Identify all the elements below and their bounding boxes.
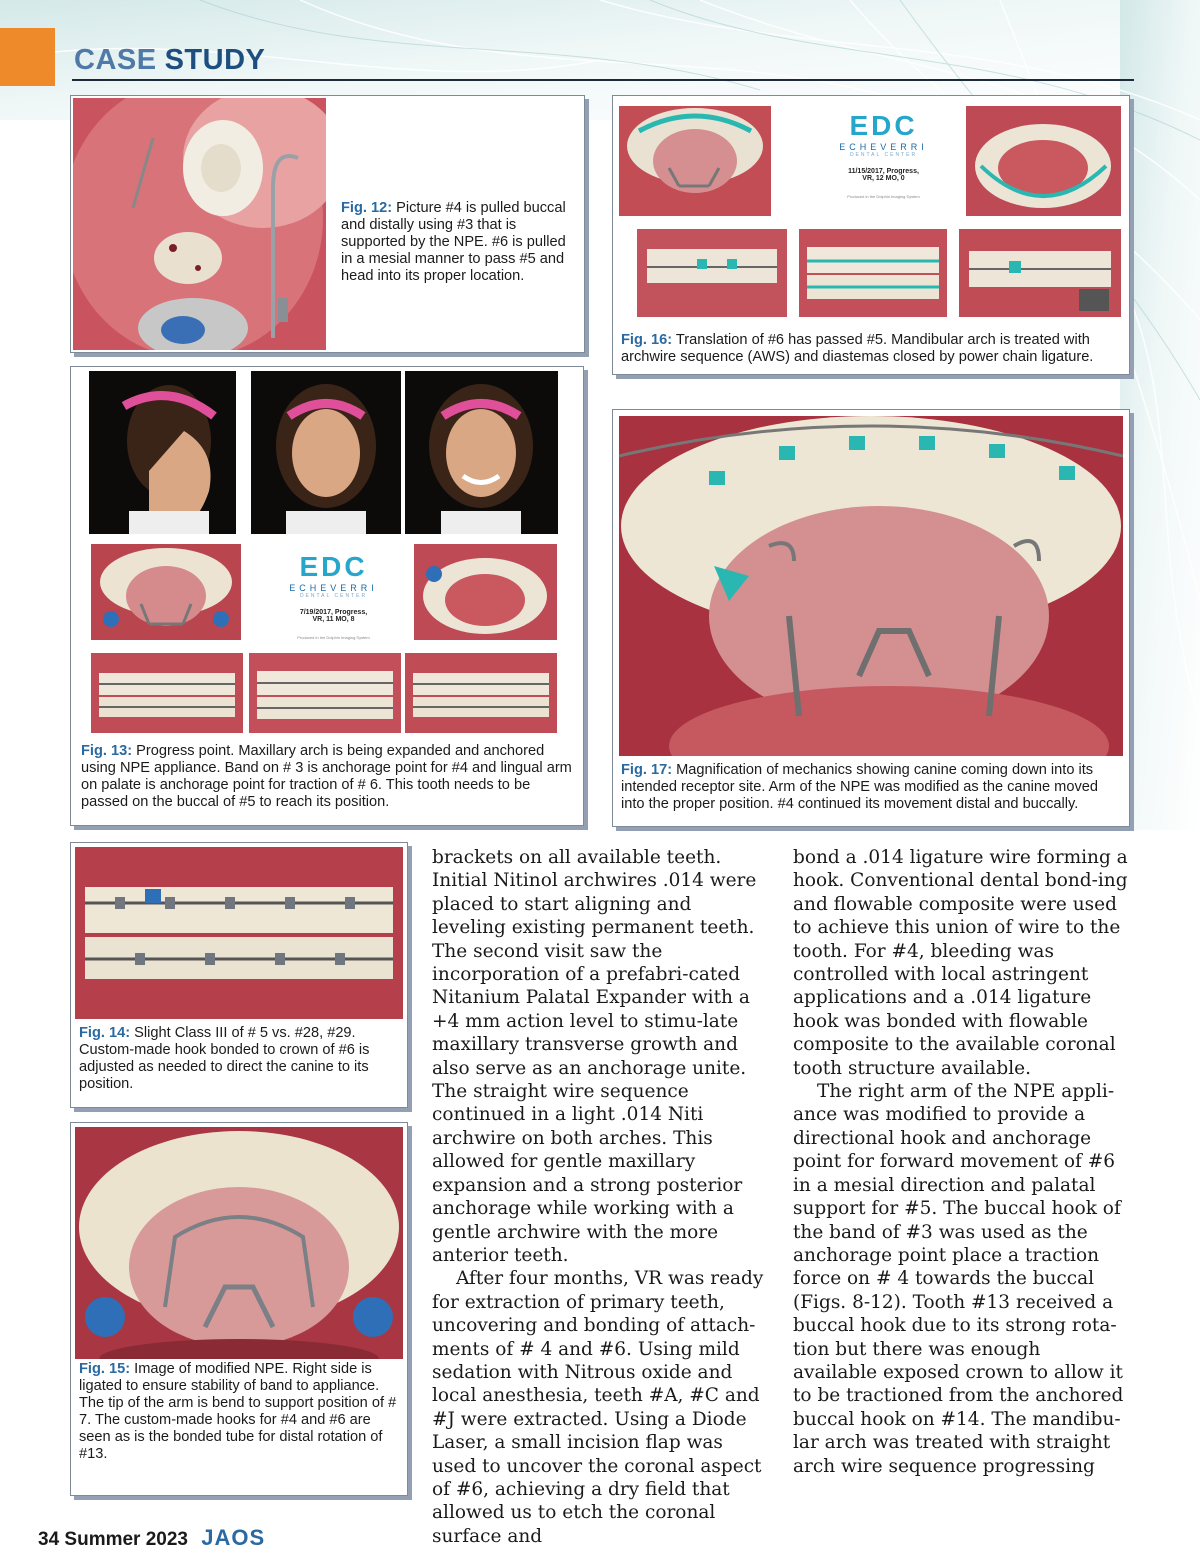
page-footer	[38, 1525, 265, 1551]
figure-16-label: Fig. 16:	[621, 332, 673, 348]
figure-12-photo	[73, 98, 326, 350]
figure-14-caption	[79, 1025, 399, 1093]
figure-16	[612, 95, 1130, 375]
figure-17-text: Magnification of mechanics showing canine coming down into its intended receptor site. Arm of the NPE was modified as the canine moved into the proper position. #4 continued its movement distal and buccally.	[621, 762, 1098, 812]
figure-17	[612, 409, 1130, 827]
figure-13-photo-front	[249, 653, 401, 733]
figure-12-caption	[341, 200, 573, 285]
figure-15-label: Fig. 15:	[79, 1361, 131, 1377]
section-title	[74, 44, 265, 77]
figure-16-text: Translation of #6 has passed #5. Mandibular arch is treated with archwire sequence (AWS) and diastemas closed by power chain ligature.	[621, 332, 1094, 365]
issue-date: Summer 2023	[64, 1529, 188, 1550]
figure-15	[70, 1122, 408, 1496]
figure-17-photo	[619, 416, 1123, 756]
figure-17-caption	[621, 762, 1121, 813]
figure-13-photo-right	[91, 653, 243, 733]
edc-logo-fig13	[256, 551, 411, 640]
figure-16-caption	[621, 332, 1121, 366]
edc-date: 11/15/2017, Progress,	[848, 168, 919, 175]
edc-date: 7/19/2017, Progress,	[299, 609, 368, 616]
figure-14	[70, 842, 408, 1108]
body-column-1	[432, 846, 768, 1548]
edc-name: ECHEVERRI	[839, 142, 928, 152]
body-column-2	[793, 846, 1129, 1478]
figure-14-photo	[75, 847, 403, 1019]
figure-13-photo-profile	[89, 371, 236, 534]
body-paragraph: The right arm of the NPE appli-ance was modified to provide a directional hook and anchorage point for forward movement of #6 in a mesial direction and palatal support for #5. The buccal hook of the band of #3 was used as the anchorage point place a traction force on # 4 towards the buccal (Figs. 8-12). Tooth #13 received a buccal hook due to its strong rota-tion but there was enough available exposed crown to allow it to be tractioned from the anchored buccal hook on #14. The mandibu-lar arch was treated with straight arch wire sequence progressing	[793, 1081, 1124, 1477]
edc-patient: VR, 11 MO, 8	[312, 616, 355, 623]
edc-logo-fig16	[801, 110, 966, 199]
body-paragraph: After four months, VR was ready for extraction of primary teeth, uncovering and bonding of attach-ments of # 4 and #6. Using mild sedation with Nitrous oxide and local anesthesia, teeth #A, #C and #J were extracted. Using a Diode Laser, a small incision flap was used to uncover the coronal aspect of #6, achieving a dry field that allowed us to etch the coronal surface and	[432, 1268, 764, 1547]
intraoral-photo-fig12	[73, 98, 326, 350]
figure-13-photo-smile	[405, 371, 558, 534]
body-paragraph: brackets on all available teeth. Initial Nitinol archwires .014 were placed to start aligning and leveling existing permanent teeth. The second visit saw the incorporation of a prefabri-cated Nitanium Palatal Expander with a +4 mm action level to stimu-late maxillary transverse growth and also serve as an anchorage unite. The straight wire sequence continued in a light .014 Niti archwire on both arches. This allowed for gentle maxillary expansion and a strong posterior anchorage while working with a gentle archwire with the more anterior teeth.	[432, 847, 757, 1266]
edc-sub: DENTAL CENTER	[299, 593, 368, 599]
figure-16-photo-left	[959, 229, 1121, 317]
figure-15-caption	[79, 1361, 401, 1463]
figure-13-photo-frontal	[251, 371, 401, 534]
edc-logo-text: EDC	[299, 551, 368, 582]
figure-14-label: Fig. 14:	[79, 1025, 131, 1041]
figure-13-photo-left	[405, 653, 557, 733]
section-title-word-study: STUDY	[164, 44, 266, 76]
edc-sub: DENTAL CENTER	[849, 152, 918, 158]
figure-16-photo-right	[637, 229, 787, 317]
journal-name: JAOS	[201, 1525, 266, 1550]
header-rule	[72, 79, 1134, 81]
figure-15-photo	[75, 1127, 403, 1359]
figure-16-photo-front	[799, 229, 947, 317]
page-number: 34	[38, 1529, 60, 1550]
figure-16-photo-lower-occlusal	[966, 106, 1121, 216]
edc-note: Produced in the Dolphin Imaging System	[847, 194, 920, 199]
edc-patient: VR, 12 MO, 0	[862, 175, 905, 182]
figure-12	[70, 95, 585, 353]
figure-13-photo-upper-occlusal	[91, 544, 241, 640]
figure-13-label: Fig. 13:	[81, 743, 133, 759]
header-orange-block	[0, 28, 55, 86]
figure-13-photo-lower-occlusal	[414, 544, 557, 640]
figure-14-text: Slight Class III of # 5 vs. #28, #29. Custom-made hook bonded to crown of #6 is adjusted as needed to direct the canine to its position.	[79, 1025, 370, 1092]
section-title-word-case: CASE	[74, 44, 157, 76]
figure-16-photo-upper-occlusal	[619, 106, 771, 216]
figure-12-label: Fig. 12:	[341, 200, 393, 216]
figure-12-text: Picture #4 is pulled buccal and distally using #3 that is supported by the NPE. #6 is pulled in a mesial manner to pass #5 and head into its proper location.	[341, 200, 566, 284]
figure-13	[70, 366, 584, 826]
edc-logo-text: EDC	[849, 110, 918, 141]
figure-13-caption	[81, 743, 575, 811]
edc-note: Produced in the Dolphin Imaging System	[297, 635, 370, 640]
figure-17-label: Fig. 17:	[621, 762, 673, 778]
figure-13-text: Progress point. Maxillary arch is being expanded and anchored using NPE appliance. Band on # 3 is anchorage point for #4 and lingual arm on palate is anchorage point for traction of # 6. This tooth needs to be passed on the buccal of #5 to reach its position.	[81, 743, 572, 810]
figure-15-text: Image of modified NPE. Right side is ligated to ensure stability of band to appliance. The tip of the arm is bend to support position of # 7. The custom-made hooks for #4 and #6 are seen as is the bonded tube for distal rotation of #13.	[79, 1361, 397, 1462]
edc-name: ECHEVERRI	[289, 583, 378, 593]
body-paragraph: bond a .014 ligature wire forming a hook. Conventional dental bond-ing and flowable composite were used to achieve this union of wire to the tooth. For #4, bleeding was controlled with local astringent applications and a .014 ligature hook was bonded with flowable composite to the available coronal tooth structure available.	[793, 847, 1128, 1079]
